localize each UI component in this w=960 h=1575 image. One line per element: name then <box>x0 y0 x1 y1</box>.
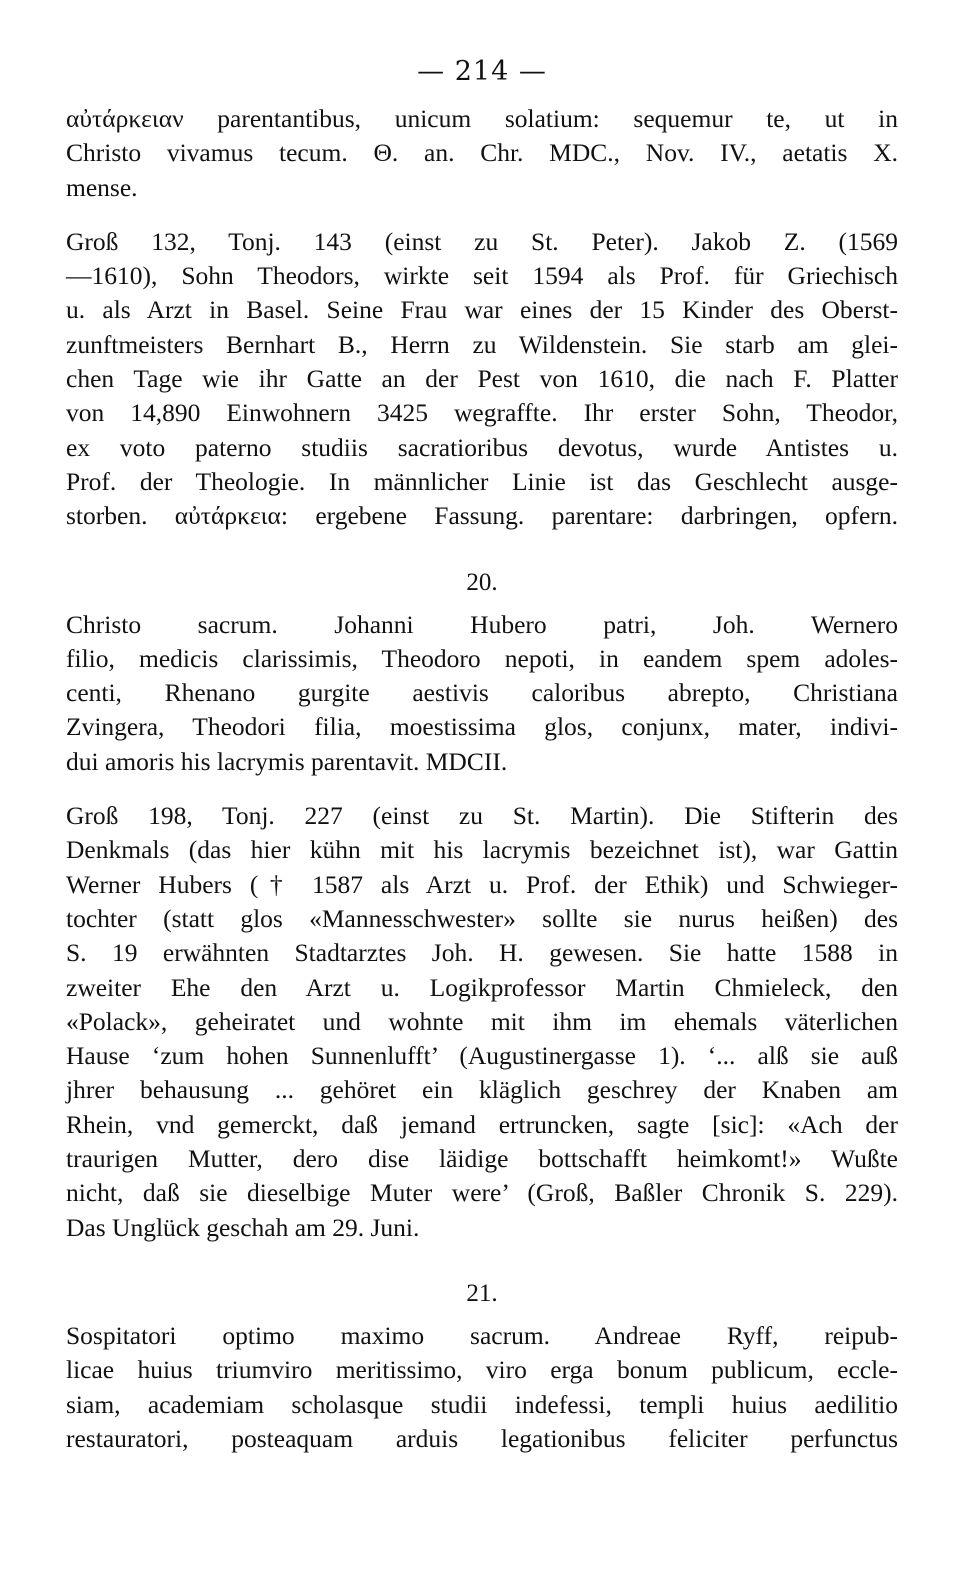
text-line: jhrer behausung ... gehöret ein kläglich geschrey der Knaben am <box>66 1075 898 1105</box>
section-gap <box>66 1245 898 1277</box>
text-line: Sospitatori optimo maximo sacrum. Andreae Ryff, reipub- <box>66 1320 898 1350</box>
paragraph-gap <box>66 205 898 225</box>
text-line: Hause ‘zum hohen Sunnenlufft’ (Augustinergasse 1). ‘... alß sie auß <box>66 1041 898 1071</box>
document-page <box>66 52 898 1532</box>
paragraph-gap <box>66 779 898 799</box>
text-line: Prof. der Theologie. In männlicher Linie ist das Geschlecht ausge- <box>66 466 898 496</box>
commentary-paragraph-19 <box>66 225 898 534</box>
text-line: nicht, daß sie dieselbige Muter were’ (Groß, Baßler Chronik S. 229). <box>66 1178 898 1208</box>
section-number-20: 20. <box>466 568 498 596</box>
text-line: siam, academiam scholasque studii indefessi, templi huius aedilitio <box>66 1389 898 1419</box>
text-line: filio, medicis clarissimis, Theodoro nepoti, in eandem spem adoles- <box>66 643 898 673</box>
text-line: traurigen Mutter, dero dise läidige bottschafft heimkomt!» Wußte <box>66 1144 898 1174</box>
text-line: u. als Arzt in Basel. Seine Frau war eines der 15 Kinder des Oberst- <box>66 295 898 325</box>
text-line: Werner Hubers († 1587 als Arzt u. Prof. der Ethik) und Schwieger- <box>66 869 898 899</box>
text-line: licae huius triumviro meritissimo, viro erga bonum publicum, eccle- <box>66 1355 898 1385</box>
text-line: S. 19 erwähnten Stadtarztes Joh. H. gewesen. Sie hatte 1588 in <box>66 938 898 968</box>
text-line: Groß 198, Tonj. 227 (einst zu St. Martin). Die Stifterin des <box>66 801 898 831</box>
text-line: Christo sacrum. Johanni Hubero patri, Joh. Wernero <box>66 609 898 639</box>
text-line: Zvingera, Theodori filia, moestissima glos, conjunx, mater, indivi- <box>66 712 898 742</box>
text-line: «Polack», geheiratet und wohnte mit ihm im ehemals väterlichen <box>66 1006 898 1036</box>
text-line: Groß 132, Tonj. 143 (einst zu St. Peter). Jakob Z. (1569 <box>66 226 898 256</box>
inscription-21 <box>66 1319 898 1456</box>
text-line: —1610), Sohn Theodors, wirkte seit 1594 als Prof. für Griechisch <box>66 261 898 291</box>
text-line: ex voto paterno studiis sacratioribus devotus, wurde Antistes u. <box>66 432 898 462</box>
section-gap <box>66 534 898 566</box>
text-line: Rhein, vnd gemerckt, daß jemand ertruncken, sagte [sic]: «Ach der <box>66 1109 898 1139</box>
text-line: Christo vivamus tecum. Θ. an. Chr. MDC., Nov. IV., aetatis X. <box>66 138 898 168</box>
text-line: restauratori, posteaquam arduis legationibus feliciter perfunctus <box>66 1423 898 1453</box>
text-line: Das Unglück geschah am 29. Juni. <box>66 1212 420 1242</box>
text-line: Denkmals (das hier kühn mit his lacrymis bezeichnet ist), war Gattin <box>66 835 898 865</box>
commentary-paragraph-20 <box>66 799 898 1245</box>
text-line: chen Tage wie ihr Gatte an der Pest von 1610, die nach F. Platter <box>66 364 898 394</box>
text-line: αὐτάρκειαν parentantibus, unicum solatium: sequemur te, ut in <box>66 104 898 133</box>
text-line: tochter (statt glos «Mannesschwester» sollte sie nurus heißen) des <box>66 903 898 933</box>
page-number: — 214 — <box>417 56 547 87</box>
paragraph-1 <box>66 102 898 205</box>
inscription-20 <box>66 608 898 779</box>
text-line: storben. αὐτάρκεια: ergebene Fassung. parentare: darbringen, opfern. <box>66 501 898 531</box>
text-line: zweiter Ehe den Arzt u. Logikprofessor Martin Chmieleck, den <box>66 972 898 1002</box>
text-line: von 14,890 Einwohnern 3425 wegraffte. Ihr erster Sohn, Theodor, <box>66 398 898 428</box>
text-line: dui amoris his lacrymis parentavit. MDCII. <box>66 746 508 776</box>
text-line: centi, Rhenano gurgite aestivis caloribus abrepto, Christiana <box>66 678 898 708</box>
text-line: zunftmeisters Bernhart B., Herrn zu Wildenstein. Sie starb am glei- <box>66 329 898 359</box>
section-number-21: 21. <box>466 1279 498 1307</box>
text-line: mense. <box>66 172 138 202</box>
